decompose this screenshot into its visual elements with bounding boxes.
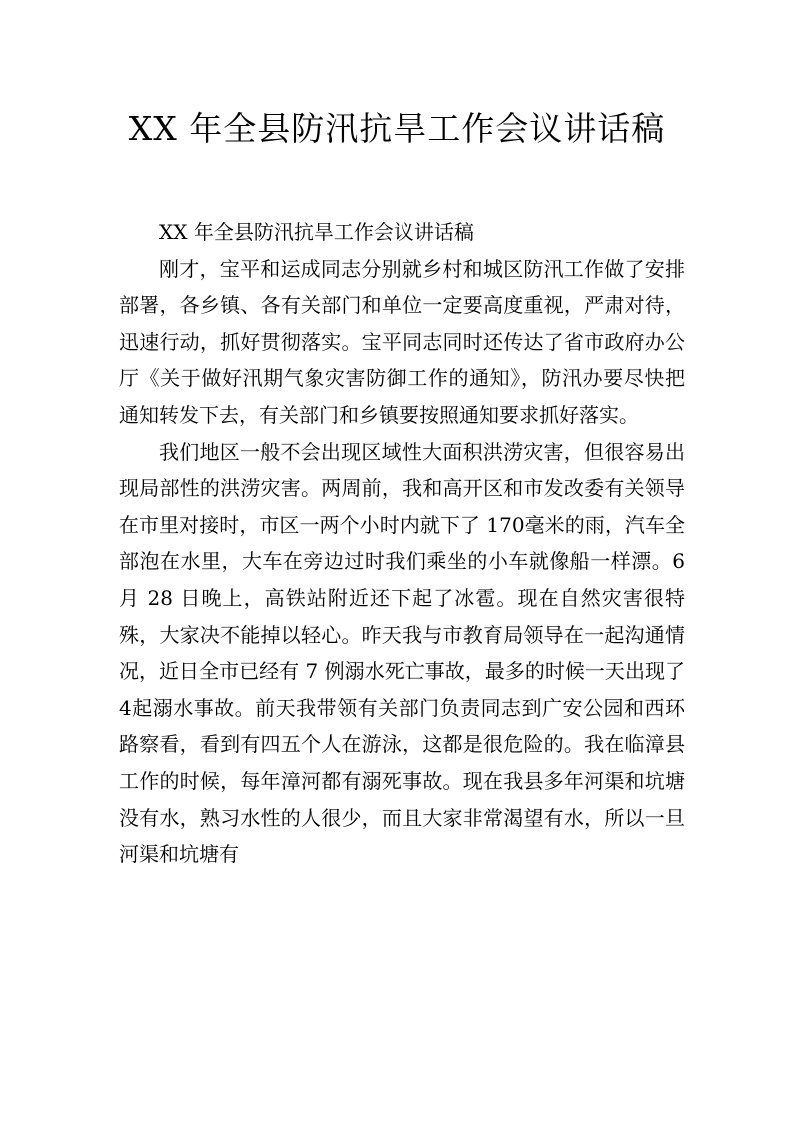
- paragraph-2: 我们地区一般不会出现区域性大面积洪涝灾害，但很容易出现局部性的洪涝灾害。两周前，我和高开区和市发改委有关领导在市里对接时，市区一两个小时内就下了 170毫米的雨，汽车全部泡在水里，大车在旁边过时我们乘坐的小车就像船一样漂。6 月 28 日晚上，高铁站附近还下起了冰雹。现在自然灾害很特殊，大家决不能掉以轻心。昨天我与市教育局领导在一起沟通情况，近日全市已经有 7 例溺水死亡事故，最多的时候一天出现了 4起溺水事故。前天我带领有关部门负责同志到广安公园和西环路察看，看到有四五个人在游泳，这都是很危险的。我在临漳县工作的时候，每年漳河都有溺死事故。现在我县多年河渠和坑塘没有水，熟习水性的人很少，而且大家非常渴望有水，所以一旦河渠和坑塘有: [119, 439, 685, 867]
- document-body: [119, 214, 685, 873]
- paragraph-1: 刚才，宝平和运成同志分别就乡村和城区防汛工作做了安排部署，各乡镇、各有关部门和单位一定要高度重视，严肃对待，迅速行动，抓好贯彻落实。宝平同志同时还传达了省市政府办公厅《关于做好汛期气象灾害防御工作的通知》，防汛办要尽快把通知转发下去，有关部门和乡镇要按照通知要求抓好落实。: [119, 256, 685, 427]
- document-title: XX 年全县防汛抗旱工作会议讲话稿: [128, 109, 666, 148]
- document-subtitle: XX 年全县防汛抗旱工作会议讲话稿: [159, 220, 474, 244]
